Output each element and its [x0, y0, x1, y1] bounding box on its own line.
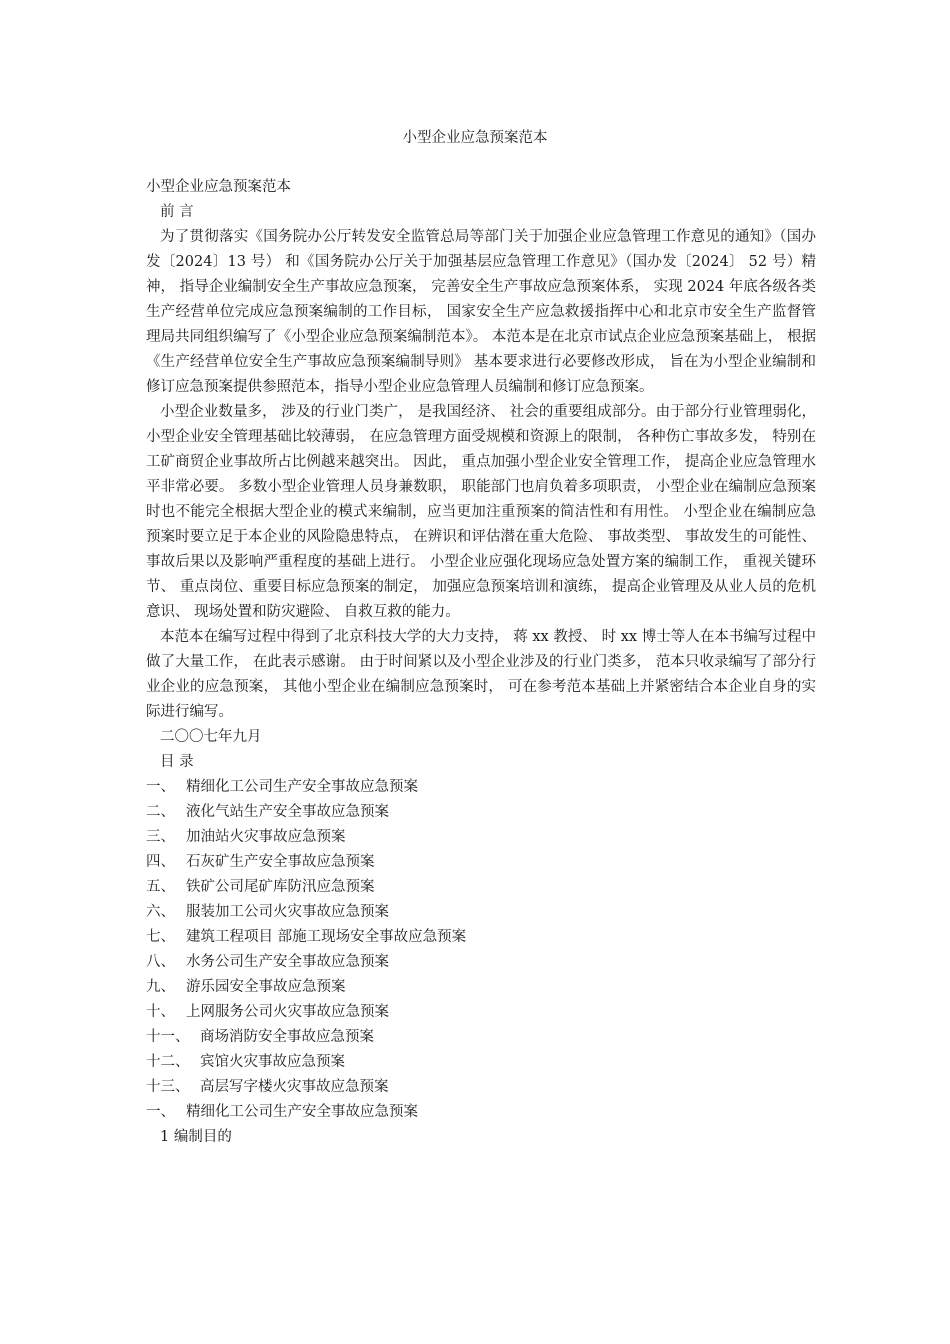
toc-item-text: 服装加工公司火灾事故应急预案 [186, 904, 389, 920]
preface-paragraph-3: 本范本在编写过程中得到了北京科技大学的大力支持， 蒋 xx 教授、 时 xx 博士等人在本书编写过程中做了大量工作， 在此表示感谢。 由于时间紧以及小型企业涉及的行业门类多， 范本只收录编写了部分行业企业的应急预案， 其他小型企业在编制应急预案时， 可在参考范本基础上并紧密结合本企业自身的实际进行编写。 [146, 629, 816, 720]
toc-item-text: 铁矿公司尾矿库防汛应急预案 [186, 879, 375, 895]
section-heading-text: 精细化工公司生产安全事故应急预案 [186, 1104, 418, 1120]
page-title: 小型企业应急预案范本 [402, 130, 548, 146]
toc-item-number: 十、 [146, 1004, 175, 1020]
toc-item[interactable] [146, 900, 816, 925]
toc-item[interactable] [146, 1025, 816, 1050]
toc-item[interactable] [146, 800, 816, 825]
toc-item-text: 建筑工程项目 部施工现场安全事故应急预案 [186, 929, 467, 945]
toc-item-number: 三、 [146, 829, 175, 845]
toc-item-text: 精细化工公司生产安全事故应急预案 [186, 779, 418, 795]
toc-item-number: 七、 [146, 929, 175, 945]
toc-item-text: 加油站火灾事故应急预案 [186, 829, 346, 845]
toc-item-text: 宾馆火灾事故应急预案 [200, 1054, 345, 1070]
toc-item[interactable] [146, 975, 816, 1000]
document-body [146, 175, 816, 1150]
toc-item[interactable] [146, 775, 816, 800]
toc-item-text: 石灰矿生产安全事故应急预案 [186, 854, 375, 870]
table-of-contents [146, 775, 816, 1100]
subsection-heading: 1 编制目的 [160, 1129, 232, 1145]
toc-item-number: 九、 [146, 979, 175, 995]
toc-item-number: 二、 [146, 804, 175, 820]
toc-item-text: 商场消防安全事故应急预案 [200, 1029, 374, 1045]
toc-item-number: 十三、 [146, 1079, 190, 1095]
toc-item-text: 高层写字楼火灾事故应急预案 [200, 1079, 389, 1095]
preface-paragraph-2: 小型企业数量多， 涉及的行业门类广， 是我国经济、 社会的重要组成部分。由于部分行业管理弱化， 小型企业安全管理基础比较薄弱， 在应急管理方面受规模和资源上的限制， 各种伤亡事故多发， 特别在工矿商贸企业事故所占比例越来越突出。 因此， 重点加强小型企业安全管理工作， 提高企业应急管理水平非常必要。 多数小型企业管理人员身兼数职， 职能部门也肩负着多项职责， 小型企业在编制应急预案时也不能完全根据大型企业的模式来编制，应当更加注重预案的简洁性和有用性。 小型企业在编制应急预案时要立足于本企业的风险隐患特点， 在辨识和评估潜在重大危险、 事故类型、 事故发生的可能性、 事故后果以及影响严重程度的基础上进行。 小型企业应强化现场应急处置方案的编制工作， 重视关键环节、 重点岗位、重要目标应急预案的制定， 加强应急预案培训和演练， 提高企业管理及从业人员的危机意识、 现场处置和防灾避险、 自救互救的能力。 [146, 404, 816, 620]
toc-item-text: 液化气站生产安全事故应急预案 [186, 804, 389, 820]
toc-item[interactable] [146, 950, 816, 975]
section-heading-number: 一、 [146, 1104, 175, 1120]
preface-date: 二〇〇七年九月 [160, 729, 262, 745]
toc-item-text: 水务公司生产安全事故应急预案 [186, 954, 389, 970]
toc-item-number: 十一、 [146, 1029, 190, 1045]
toc-item-number: 十二、 [146, 1054, 190, 1070]
toc-item-number: 四、 [146, 854, 175, 870]
toc-item[interactable] [146, 825, 816, 850]
toc-item-number: 六、 [146, 904, 175, 920]
preface-paragraph-1: 为了贯彻落实《国务院办公厅转发安全监管总局等部门关于加强企业应急管理工作意见的通知》（国办发〔2024〕13 号） 和《国务院办公厅关于加强基层应急管理工作意见》（国办发〔2024〕 52 号）精神， 指导企业编制安全生产事故应急预案， 完善安全生产事故应急预案体系， 实现 2024 年底各级各类生产经营单位完成应急预案编制的工作目标， 国家安全生产应急救援指挥中心和北京市安全生产监督管理局共同组织编写了《小型企业应急预案编制范本》。 本范本是在北京市试点企业应急预案基础上， 根据《生产经营单位安全生产事故应急预案编制导则》 基本要求进行必要修改形成， 旨在为小型企业编制和修订应急预案提供参照范本，指导小型企业应急管理人员编制和修订应急预案。 [146, 229, 816, 395]
toc-item[interactable] [146, 850, 816, 875]
toc-heading: 目 录 [160, 754, 194, 770]
toc-item[interactable] [146, 1050, 816, 1075]
section-heading [146, 1100, 816, 1125]
toc-item[interactable] [146, 875, 816, 900]
toc-item[interactable] [146, 1075, 816, 1100]
toc-item[interactable] [146, 1000, 816, 1025]
document-subtitle: 小型企业应急预案范本 [146, 179, 291, 195]
toc-item-number: 一、 [146, 779, 175, 795]
toc-item-number: 八、 [146, 954, 175, 970]
toc-item-text: 游乐园安全事故应急预案 [186, 979, 346, 995]
toc-item-number: 五、 [146, 879, 175, 895]
preface-heading: 前 言 [160, 204, 194, 220]
toc-item-text: 上网服务公司火灾事故应急预案 [186, 1004, 389, 1020]
toc-item[interactable] [146, 925, 816, 950]
